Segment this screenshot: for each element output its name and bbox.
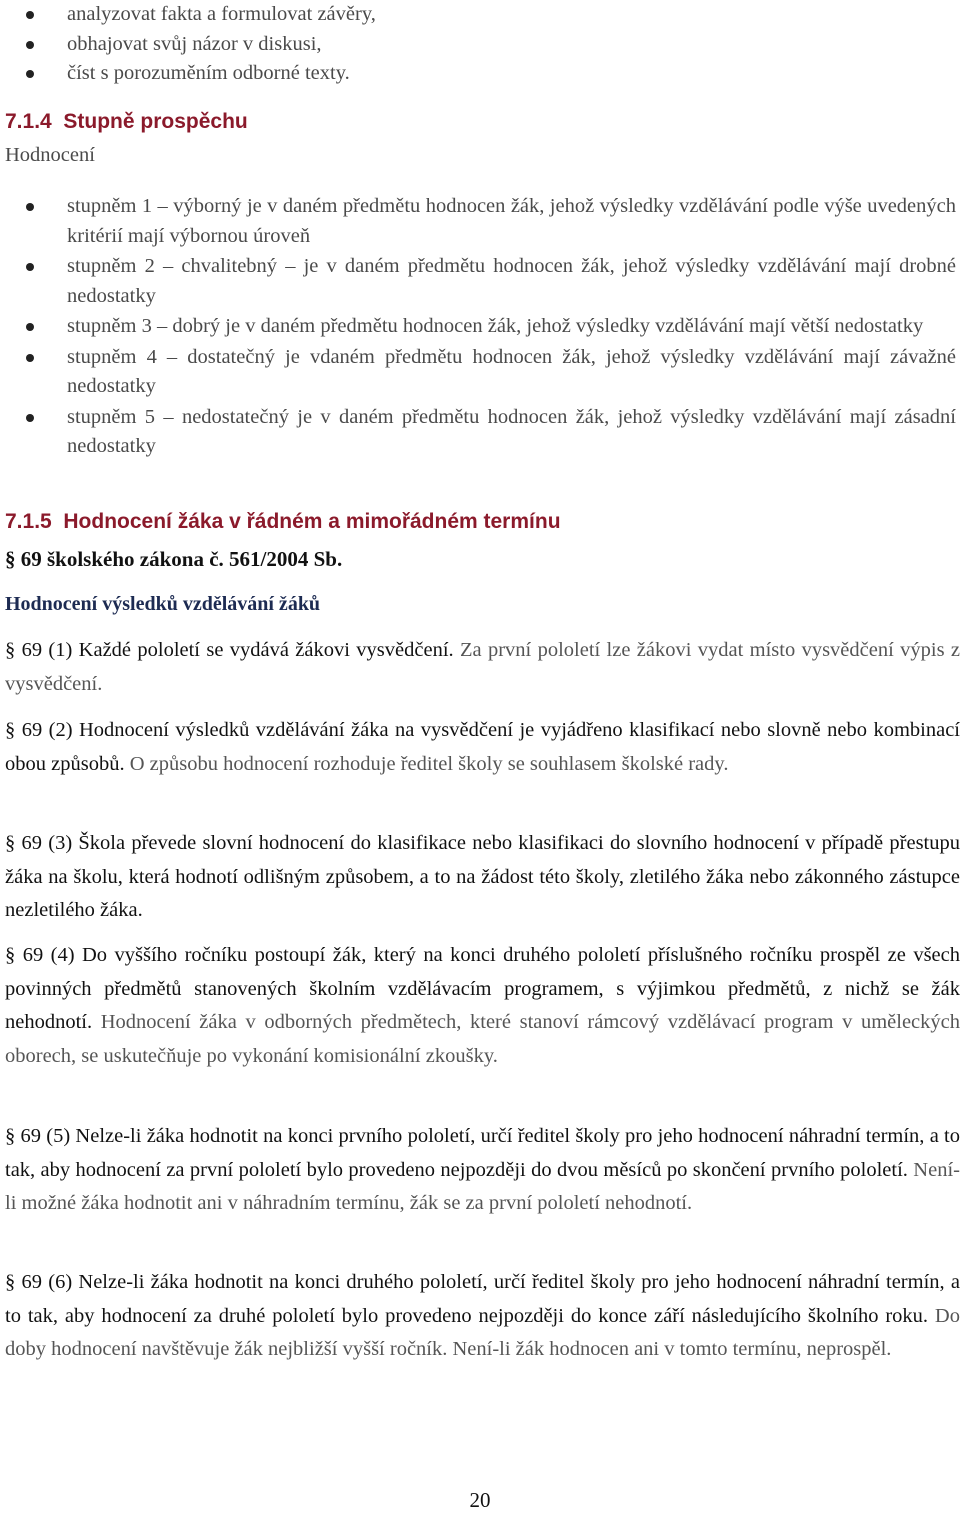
law-paragraph-4: § 69 (4) Do vyššího ročníku postoupí žák, který na konci druhého pololetí příslušného ročníku prospěl ze všech povinných předmětů stanovených školním vzdělávacím programem, s výjimkou předmětů, z nichž se žák nehodnotí. Hodnocení žáka v odborných předmětech, které stanoví rámcový vzdělávací program v uměleckých oborech, se uskutečňuje po vykonání komisionální zkoušky. [5, 944, 960, 1067]
bullet-icon [26, 70, 34, 78]
bullet-icon [26, 323, 34, 331]
section-heading-7-1-4 [5, 110, 248, 134]
section-number: 7.1.4 [5, 110, 52, 133]
bullet-icon [26, 414, 34, 422]
page-number: 20 [469, 1488, 491, 1512]
grade-item: stupněm 2 – chvalitebný – je v daném předmětu hodnocen žák, jehož výsledky vzdělávání mají drobné nedostatky [0, 252, 958, 311]
bullet-icon [26, 41, 34, 49]
skills-bullet-list [0, 0, 958, 89]
bullet-icon [26, 354, 34, 362]
law-paragraph-1: § 69 (1) Každé pololetí se vydává žákovi vysvědčení. Za první pololetí lze žákovi vydat místo vysvědčení výpis z vysvědčení. [5, 639, 960, 695]
law-paragraph-5: § 69 (5) Nelze-li žáka hodnotit na konci prvního pololetí, určí ředitel školy pro jeho hodnocení náhradní termín, a to tak, aby hodnocení za první pololetí bylo provedeno nejpozději do dvou měsíců po skončení prvního pololetí. Není-li možné žáka hodnotit ani v náhradním termínu, žák se za první pololetí nehodnotí. [5, 1125, 960, 1214]
grades-bullet-list [0, 192, 958, 463]
bullet-item: obhajovat svůj názor v diskusi, [0, 30, 958, 60]
bullet-icon [26, 11, 34, 19]
section-number: 7.1.5 [5, 510, 52, 533]
law-subtitle: Hodnocení výsledků vzdělávání žáků [5, 593, 321, 615]
grade-item: stupněm 4 – dostatečný je vdaném předmětu hodnocen žák, jehož výsledky vzdělávání mají závažné nedostatky [0, 343, 958, 402]
law-paragraph-6: § 69 (6) Nelze-li žáka hodnotit na konci druhého pololetí, určí ředitel školy pro jeho hodnocení náhradní termín, a to tak, aby hodnocení za druhé pololetí bylo provedeno nejpozději do konce září následujícího školního roku. Do doby hodnocení navštěvuje žák nejbližší vyšší ročník. Není-li žák hodnocen ani v tomto termínu, neprospěl. [5, 1271, 960, 1360]
law-paragraph-3: § 69 (3) Škola převede slovní hodnocení do klasifikace nebo klasifikaci do slovního hodnocení v případě přestupu žáka na školu, která hodnotí odlišným způsobem, a to na žádost této školy, zletilého žáka nebo zákonného zástupce nezletilého žáka. [5, 832, 960, 921]
bullet-item: analyzovat fakta a formulovat závěry, [0, 0, 958, 30]
section-title: Stupně prospěchu [63, 110, 248, 133]
section-title: Hodnocení žáka v řádném a mimořádném termínu [63, 510, 561, 533]
bullet-icon [26, 263, 34, 271]
bullet-icon [26, 203, 34, 211]
law-reference-title: § 69 školského zákona č. 561/2004 Sb. [5, 547, 343, 571]
grade-item: stupněm 3 – dobrý je v daném předmětu hodnocen žák, jehož výsledky vzdělávání mají větší nedostatky [0, 312, 958, 342]
law-paragraph-2: § 69 (2) Hodnocení výsledků vzdělávání žáka na vysvědčení je vyjádřeno klasifikací nebo slovně nebo kombinací obou způsobů. O způsobu hodnocení rozhoduje ředitel školy se souhlasem školské rady. [5, 719, 960, 775]
grade-item: stupněm 1 – výborný je v daném předmětu hodnocen žák, jehož výsledky vzdělávání podle výše uvedených kritérií mají výbornou úroveň [0, 192, 958, 251]
grade-item: stupněm 5 – nedostatečný je v daném předmětu hodnocen žák, jehož výsledky vzdělávání mají zásadní nedostatky [0, 403, 958, 462]
section-heading-7-1-5 [5, 510, 561, 534]
bullet-item: číst s porozuměním odborné texty. [0, 59, 958, 89]
grading-label: Hodnocení [5, 144, 95, 166]
